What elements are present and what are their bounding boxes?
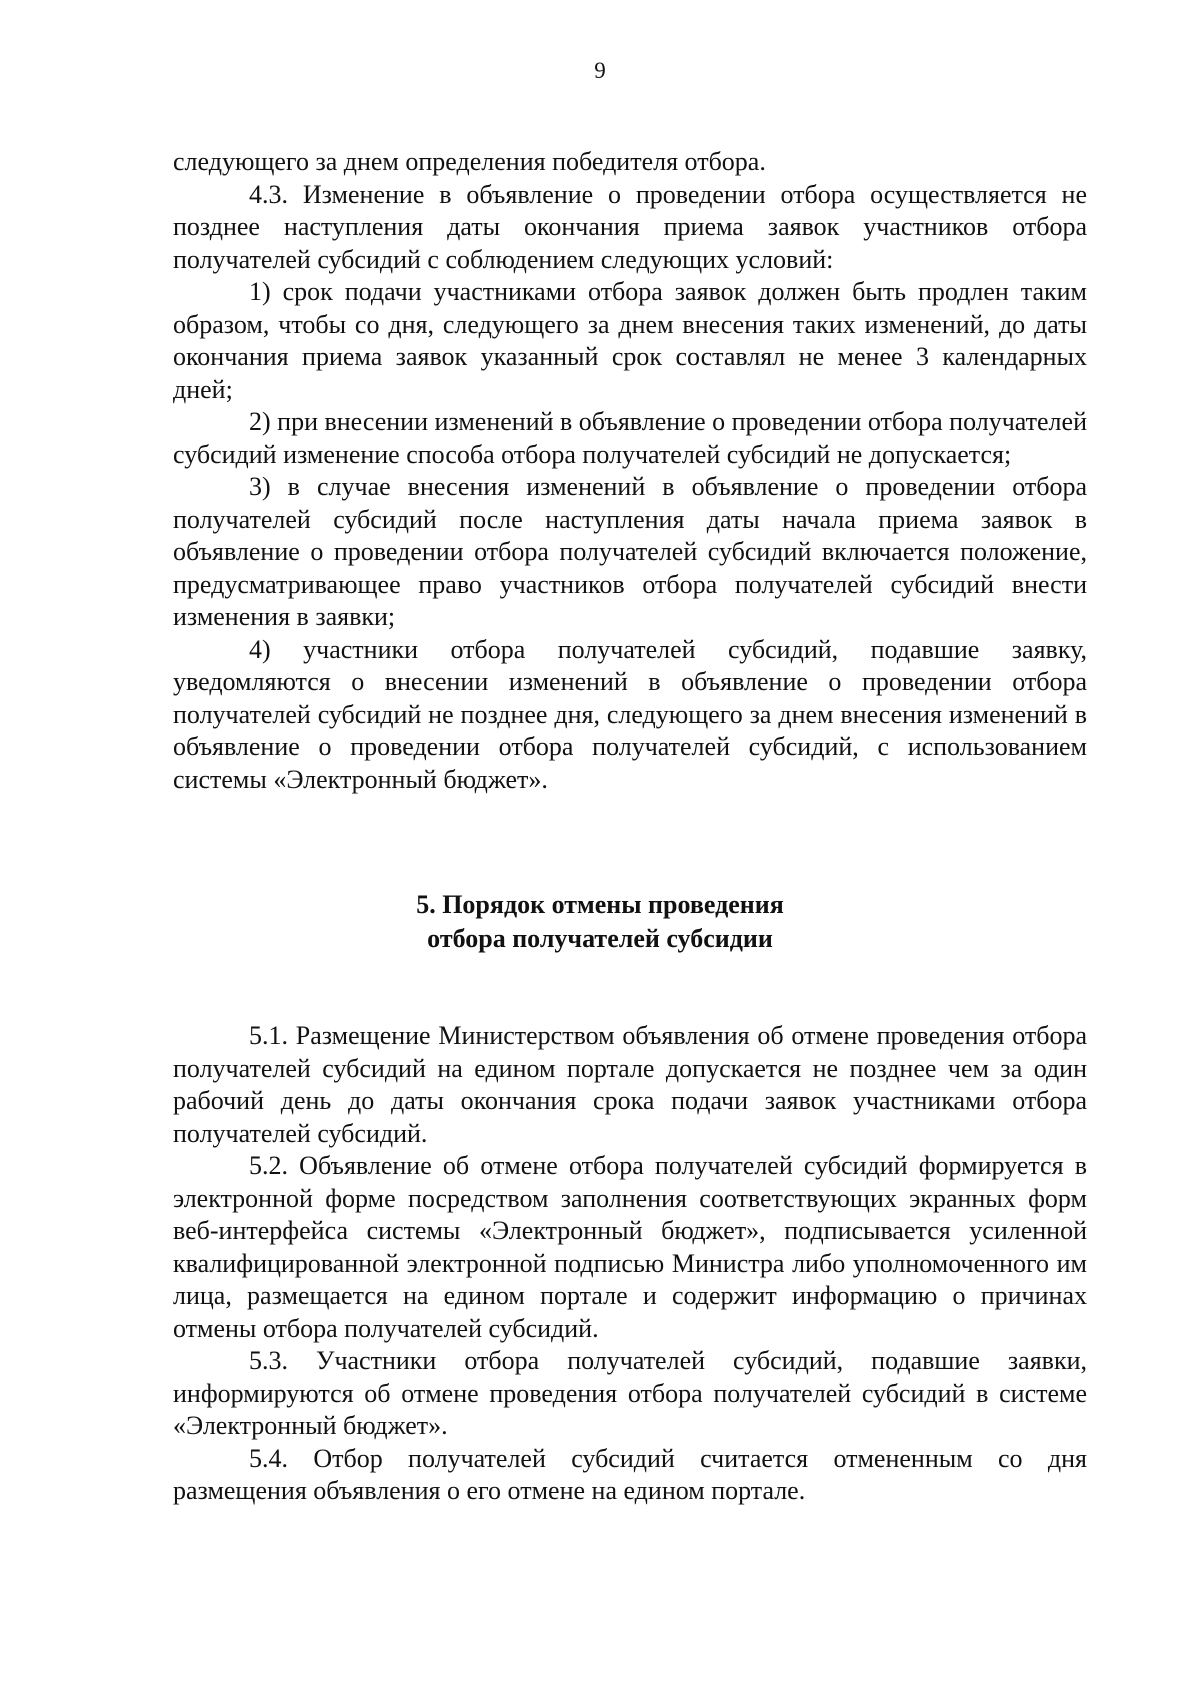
bottom-text-block <box>173 1020 1087 1508</box>
paragraph-5-1: 5.1. Размещение Министерством объявления об отмене проведения отбора получателей субсидий на едином портале допускается не позднее чем за один рабочий день до даты окончания срока подачи заявок участниками отбора получателей субсидий. <box>173 1021 1087 1148</box>
section-heading-line-2: отбора получателей субсидии <box>427 924 773 953</box>
paragraph-condition-1: 1) срок подачи участниками отбора заявок должен быть продлен таким образом, чтобы со дня, следующего за днем внесения таких изменений, до даты окончания приема заявок указанный срок составлял не менее 3 календарных дней; <box>173 277 1087 404</box>
paragraph-condition-3: 3) в случае внесения изменений в объявление о проведении отбора получателей субсидий после наступления даты начала приема заявок в объявление о проведении отбора получателей субсидий включается положение, предусматривающее право участников отбора получателей субсидий внести изменения в заявки; <box>173 472 1087 631</box>
section-heading <box>0 888 1200 956</box>
paragraph-condition-4: 4) участники отбора получателей субсидий, подавшие заявку, уведомляются о внесении изменений в объявление о проведении отбора получателей субсидий не позднее дня, следующего за днем внесения изменений в объявление о проведении отбора получателей субсидий, с использованием системы «Электронный бюджет». <box>173 634 1087 794</box>
paragraph-5-3: 5.3. Участники отбора получателей субсидий, подавшие заявки, информируются об отмене проведения отбора получателей субсидий в системе «Электронный бюджет». <box>173 1346 1087 1440</box>
page-number: 9 <box>594 58 606 83</box>
paragraph-5-2: 5.2. Объявление об отмене отбора получателей субсидий формируется в электронной форме посредством заполнения соответствующих экранных форм веб-интерфейса системы «Электронный бюджет», подписывается усиленной квалифицированной электронной подписью Министра либо уполномоченного им лица, размещается на едином портале и содержит информацию о причинах отмены отбора получателей субсидий. <box>173 1151 1087 1343</box>
paragraph-4-3: 4.3. Изменение в объявление о проведении отбора осуществляется не позднее наступления даты окончания приема заявок участников отбора получателей субсидий с соблюдением следующих условий: <box>173 179 1087 274</box>
paragraph-continuation: следующего за днем определения победителя отбора. <box>173 147 766 176</box>
section-heading-line-1: 5. Порядок отмены проведения <box>416 890 784 919</box>
paragraph-5-4: 5.4. Отбор получателей субсидий считается отмененным со дня размещения объявления о его отмене на едином портале. <box>173 1443 1087 1505</box>
top-text-block <box>173 146 1087 796</box>
paragraph-condition-2: 2) при внесении изменений в объявление о проведении отбора получателей субсидий изменение способа отбора получателей субсидий не допускается; <box>173 407 1087 469</box>
